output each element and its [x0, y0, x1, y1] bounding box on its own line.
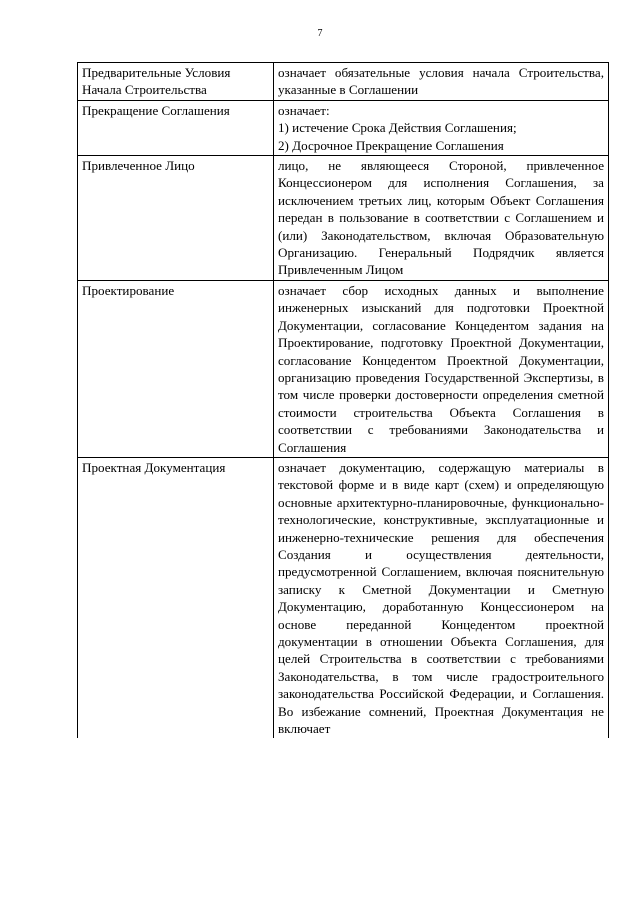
definitions-table	[77, 62, 609, 738]
table-row	[78, 63, 609, 101]
term-cell: Предварительные Условия Начала Строительства	[78, 63, 274, 101]
table-row	[78, 457, 609, 738]
term-cell: Проектирование	[78, 280, 274, 457]
page-number: 7	[317, 28, 323, 39]
table-row	[78, 100, 609, 155]
term-cell: Прекращение Соглашения	[78, 100, 274, 155]
definition-cell: лицо, не являющееся Стороной, привлеченное Концессионером для исполнения Соглашения, за исключением третьих лиц, которым Объект Соглашения передан в пользование в соответствии с Соглашением и (или) Законодательством, включая Образовательную Организацию. Генеральный Подрядчик является Привлеченным Лицом	[274, 156, 609, 281]
definition-cell: означает сбор исходных данных и выполнение инженерных изысканий для подготовки Проектной Документации, согласование Концедентом задания на Проектирование, подготовку Проектной Документации, согласование Концедентом Проектной Документации, организацию проведения Государственной Экспертизы, в том числе проверки достоверности определения сметной стоимости строительства Объекта Соглашения в соответствии с требованиями Законодательства и Соглашения	[274, 280, 609, 457]
term-cell: Проектная Документация	[78, 457, 274, 738]
table-row	[78, 156, 609, 281]
definition-line: 2) Досрочное Прекращение Соглашения	[278, 137, 504, 153]
term-cell: Привлеченное Лицо	[78, 156, 274, 281]
definition-cell	[274, 100, 609, 155]
definition-line: 1) истечение Срока Действия Соглашения;	[278, 120, 517, 136]
definition-line: означает:	[278, 102, 330, 118]
table-row	[78, 280, 609, 457]
definition-cell: означает обязательные условия начала Строительства, указанные в Соглашении	[274, 63, 609, 101]
definition-cell: означает документацию, содержащую материалы в текстовой форме и в виде карт (схем) и определяющую основные архитектурно-планировочные, функционально-технологические, конструктивные, эксплуатационные и инженерно-технические решения для обеспечения Создания и осуществления деятельности, предусмотренной Соглашением, включая пояснительную записку к Сметной Документации и Сметную Документацию, доработанную Концессионером на основе переданной Концедентом проектной документации в отношении Объекта Соглашения, для целей Строительства в соответствии с требованиями Законодательства, в том числе градостроительного законодательства Российской Федерации, и Соглашения. Во избежание сомнений, Проектная Документация не включает	[274, 457, 609, 738]
